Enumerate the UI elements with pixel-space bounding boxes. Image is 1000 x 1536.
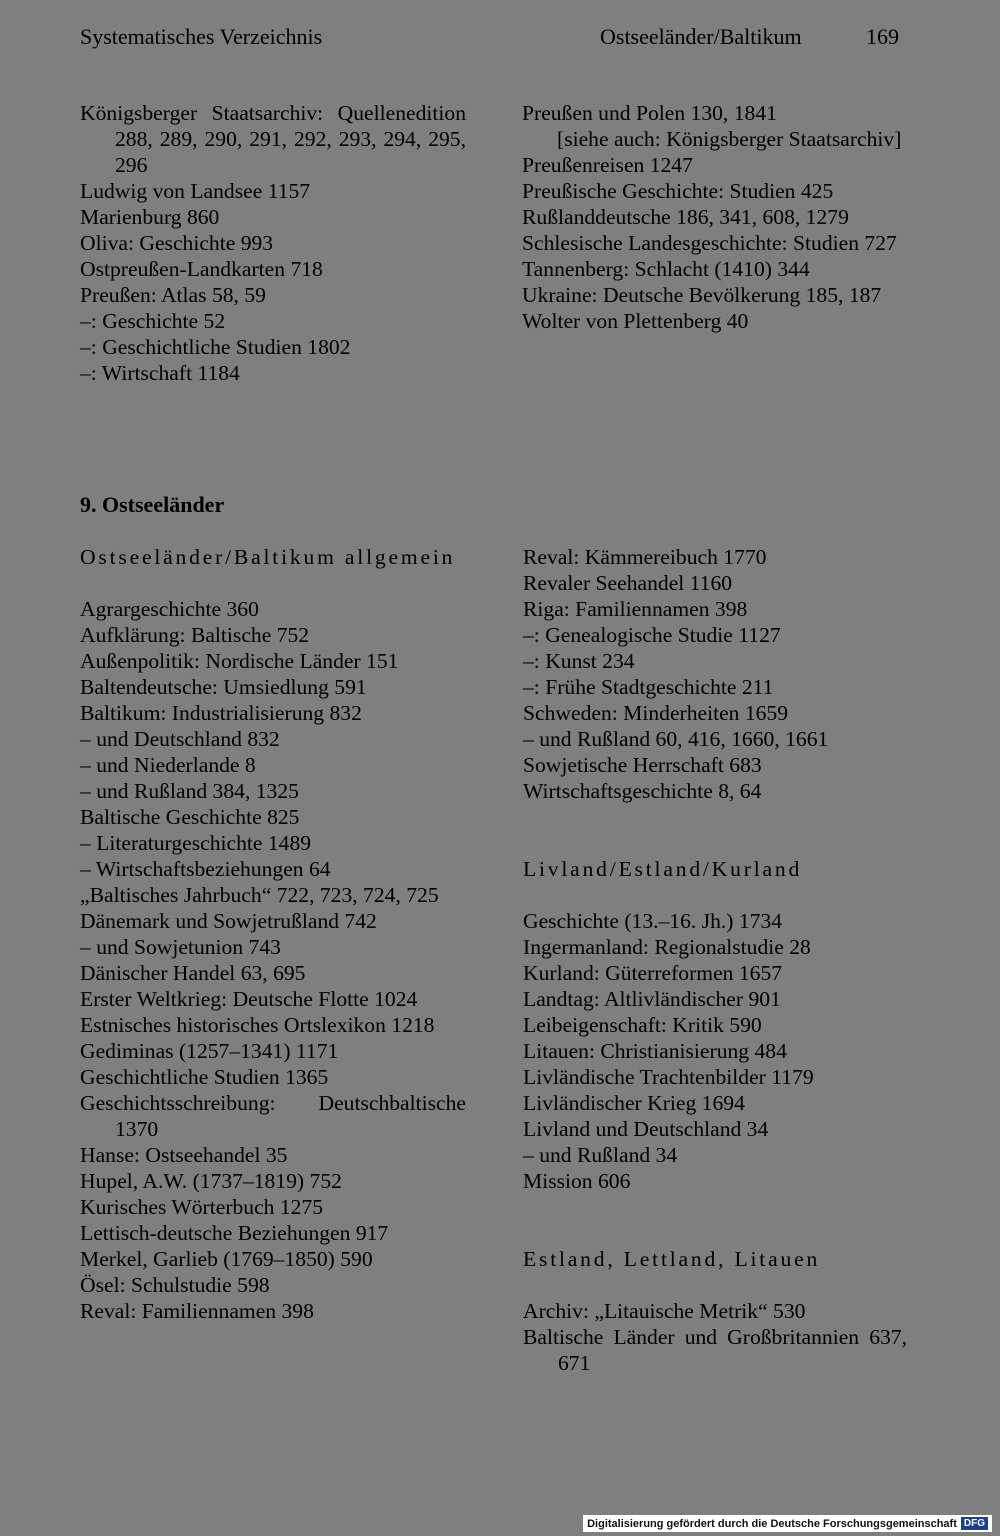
index-entry: – Wirtschaftsbeziehungen 64 [80,857,331,881]
index-entry: –: Geschichtliche Studien 1802 [80,335,351,359]
index-entry: Königsberger Staatsarchiv: Quellenedition 288, 289, 290, 291, 292, 293, 294, 295, 296 [80,101,466,177]
index-column-right [523,544,907,1376]
index-entry: – und Sowjetunion 743 [80,935,281,959]
index-entry: Baltendeutsche: Umsiedlung 591 [80,675,367,699]
index-entry: Preußische Geschichte: Studien 425 [522,179,834,203]
index-entry: Mission 606 [523,1169,631,1193]
index-entry: – und Deutschland 832 [80,727,280,751]
index-entry: Ukraine: Deutsche Bevölkerung 185, 187 [522,283,882,307]
index-entry: Dänischer Handel 63, 695 [80,961,306,985]
index-entry: Reval: Familiennamen 398 [80,1299,314,1323]
index-entry: –: Wirtschaft 1184 [80,361,240,385]
index-entry: Baltische Länder und Großbritannien 637, 671 [523,1325,907,1375]
index-entry: Livland und Deutschland 34 [523,1117,769,1141]
index-entry: –: Frühe Stadtgeschichte 211 [523,675,774,699]
index-entry: Revaler Seehandel 1160 [523,571,733,595]
digitization-footer [583,1515,992,1532]
index-entry: Dänemark und Sowjetrußland 742 [80,909,377,933]
index-entry: Livländische Trachtenbilder 1179 [523,1065,814,1089]
index-entry: Livländischer Krieg 1694 [523,1091,745,1115]
index-entry: –: Kunst 234 [523,649,635,673]
spacer [523,1220,907,1246]
cross-reference: [siehe auch: Königsberger Staatsarchiv] [557,127,902,151]
index-entry: Riga: Familiennamen 398 [523,597,748,621]
index-entry: Ludwig von Landsee 1157 [80,179,311,203]
spacer [523,882,907,908]
index-entry: Schlesische Landesgeschichte: Studien 727 [522,231,897,255]
index-entry: – und Niederlande 8 [80,753,256,777]
index-entry: Preußen und Polen 130, 1841 [522,101,777,125]
index-entry: – und Rußland 34 [523,1143,678,1167]
index-entry: Estnisches historisches Ortslexikon 1218 [80,1013,435,1037]
spacer [80,570,466,596]
index-entry: Gediminas (1257–1341) 1171 [80,1039,339,1063]
index-entry: Preußenreisen 1247 [522,153,693,177]
dfg-logo: DFG [961,1517,988,1530]
index-entry: Tannenberg: Schlacht (1410) 344 [522,257,810,281]
index-entry: Merkel, Garlieb (1769–1850) 590 [80,1247,373,1271]
index-entry: Hupel, A.W. (1737–1819) 752 [80,1169,342,1193]
index-entry: Geschichtsschreibung: Deutschbaltische 1370 [80,1091,466,1141]
index-column-top-left [80,100,466,386]
index-entry: – und Rußland 384, 1325 [80,779,299,803]
index-entry: Ostpreußen-Landkarten 718 [80,257,323,281]
index-entry: Geschichte (13.–16. Jh.) 1734 [523,909,783,933]
index-entry: Archiv: „Litauische Metrik“ 530 [523,1299,806,1323]
index-entry: Leibeigenschaft: Kritik 590 [523,1013,762,1037]
index-entry: – Literaturgeschichte 1489 [80,831,312,855]
index-entry: Schweden: Minderheiten 1659 [523,701,789,725]
spacer [523,1194,907,1220]
index-entry: –: Geschichte 52 [80,309,226,333]
index-entry: Marienburg 860 [80,205,220,229]
spacer [523,804,907,830]
index-entry: Reval: Kämmereibuch 1770 [523,545,767,569]
subheading: Estland, Lettland, Litauen [523,1247,821,1271]
subheading: Ostseeländer/Baltikum allgemein [80,545,456,569]
index-entry: Agrargeschichte 360 [80,597,259,621]
index-entry: Ingermanland: Regionalstudie 28 [523,935,811,959]
index-entry: Lettisch-deutsche Beziehungen 917 [80,1221,389,1245]
index-entry: Kurland: Güterreformen 1657 [523,961,783,985]
index-entry: Außenpolitik: Nordische Länder 151 [80,649,399,673]
spacer [523,1272,907,1298]
index-entry: Wirtschaftsgeschichte 8, 64 [523,779,762,803]
section-heading: 9. Ostseeländer [80,492,225,517]
index-entry: Wolter von Plettenberg 40 [522,309,749,333]
index-entry: Baltikum: Industrialisierung 832 [80,701,362,725]
index-entry: – und Rußland 60, 416, 1660, 1661 [523,727,829,751]
running-header-left: Systematisches Verzeichnis [80,24,323,49]
index-entry: Litauen: Christianisierung 484 [523,1039,787,1063]
index-entry: Preußen: Atlas 58, 59 [80,283,266,307]
index-entry: Hanse: Ostseehandel 35 [80,1143,288,1167]
index-entry: Rußlanddeutsche 186, 341, 608, 1279 [522,205,849,229]
index-column-left [80,544,466,1324]
page-number: 169 [866,24,899,49]
running-header-right: Ostseeländer/Baltikum [600,24,802,49]
index-entry: Aufklärung: Baltische 752 [80,623,310,647]
index-entry: Sowjetische Herrschaft 683 [523,753,762,777]
index-entry: Baltische Geschichte 825 [80,805,300,829]
subheading: Livland/Estland/Kurland [523,857,803,881]
index-entry: –: Genealogische Studie 1127 [523,623,781,647]
index-entry: Landtag: Altlivländischer 901 [523,987,781,1011]
index-entry: Ösel: Schulstudie 598 [80,1273,270,1297]
footer-text: Digitalisierung gefördert durch die Deutsche Forschungsgemeinschaft [587,1517,957,1530]
index-column-top-right [522,100,902,334]
index-entry: Kurisches Wörterbuch 1275 [80,1195,324,1219]
index-entry: Erster Weltkrieg: Deutsche Flotte 1024 [80,987,418,1011]
index-entry: Geschichtliche Studien 1365 [80,1065,329,1089]
index-entry: Oliva: Geschichte 993 [80,231,274,255]
index-entry: „Baltisches Jahrbuch“ 722, 723, 724, 725 [80,883,439,907]
spacer [523,830,907,856]
